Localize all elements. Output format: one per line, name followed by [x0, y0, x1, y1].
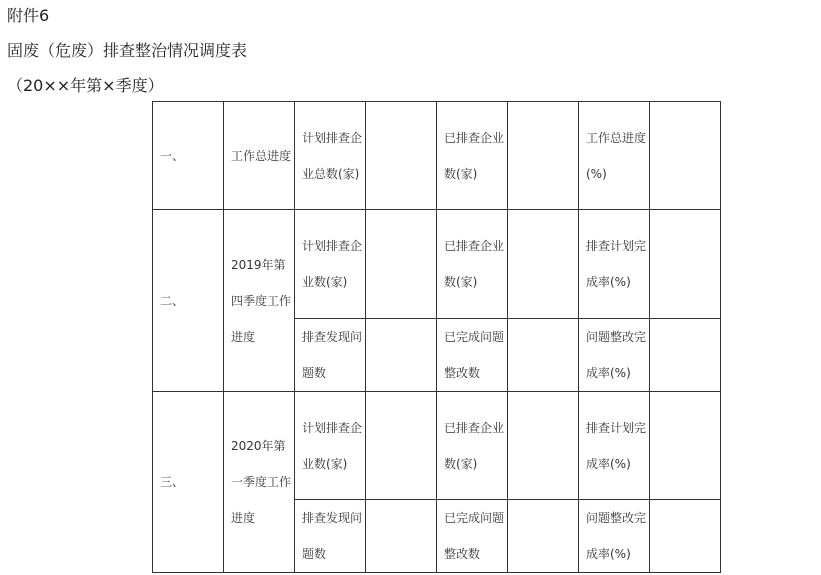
value-cell[interactable] — [508, 500, 579, 573]
value-cell[interactable] — [366, 392, 437, 500]
field-label: 排查发现问题数 — [295, 500, 366, 573]
section-index: 三、 — [153, 392, 224, 573]
value-cell[interactable] — [366, 102, 437, 210]
period-label: （20××年第×季度） — [7, 76, 164, 95]
value-cell[interactable] — [508, 319, 579, 392]
value-cell[interactable] — [650, 392, 721, 500]
value-cell[interactable] — [650, 319, 721, 392]
field-label: 计划排查企业总数(家) — [295, 102, 366, 210]
field-label: 排查计划完成率(%) — [579, 392, 650, 500]
field-label: 已排查企业数(家) — [437, 102, 508, 210]
field-label: 已完成问题整改数 — [437, 500, 508, 573]
field-label: 已排查企业数(家) — [437, 392, 508, 500]
value-cell[interactable] — [650, 500, 721, 573]
section-name: 2019年第四季度工作进度 — [224, 210, 295, 392]
field-label: 已完成问题整改数 — [437, 319, 508, 392]
table-row — [153, 392, 721, 500]
value-cell[interactable] — [508, 102, 579, 210]
section-index: 一、 — [153, 102, 224, 210]
table-row — [153, 102, 721, 210]
field-label: 排查发现问题数 — [295, 319, 366, 392]
field-label: 工作总进度(%) — [579, 102, 650, 210]
field-label: 排查计划完成率(%) — [579, 210, 650, 319]
survey-table — [152, 101, 721, 573]
value-cell[interactable] — [650, 102, 721, 210]
section-name: 工作总进度 — [224, 102, 295, 210]
value-cell[interactable] — [366, 500, 437, 573]
section-name: 2020年第一季度工作进度 — [224, 392, 295, 573]
form-title: 固废（危废）排查整治情况调度表 — [7, 41, 248, 60]
annex-label: 附件6 — [7, 6, 50, 25]
field-label: 计划排查企业数(家) — [295, 392, 366, 500]
table-row — [153, 210, 721, 319]
field-label: 计划排查企业数(家) — [295, 210, 366, 319]
value-cell[interactable] — [508, 392, 579, 500]
field-label: 问题整改完成率(%) — [579, 319, 650, 392]
value-cell[interactable] — [366, 210, 437, 319]
field-label: 已排查企业数(家) — [437, 210, 508, 319]
value-cell[interactable] — [650, 210, 721, 319]
value-cell[interactable] — [508, 210, 579, 319]
value-cell[interactable] — [366, 319, 437, 392]
section-index: 二、 — [153, 210, 224, 392]
field-label: 问题整改完成率(%) — [579, 500, 650, 573]
